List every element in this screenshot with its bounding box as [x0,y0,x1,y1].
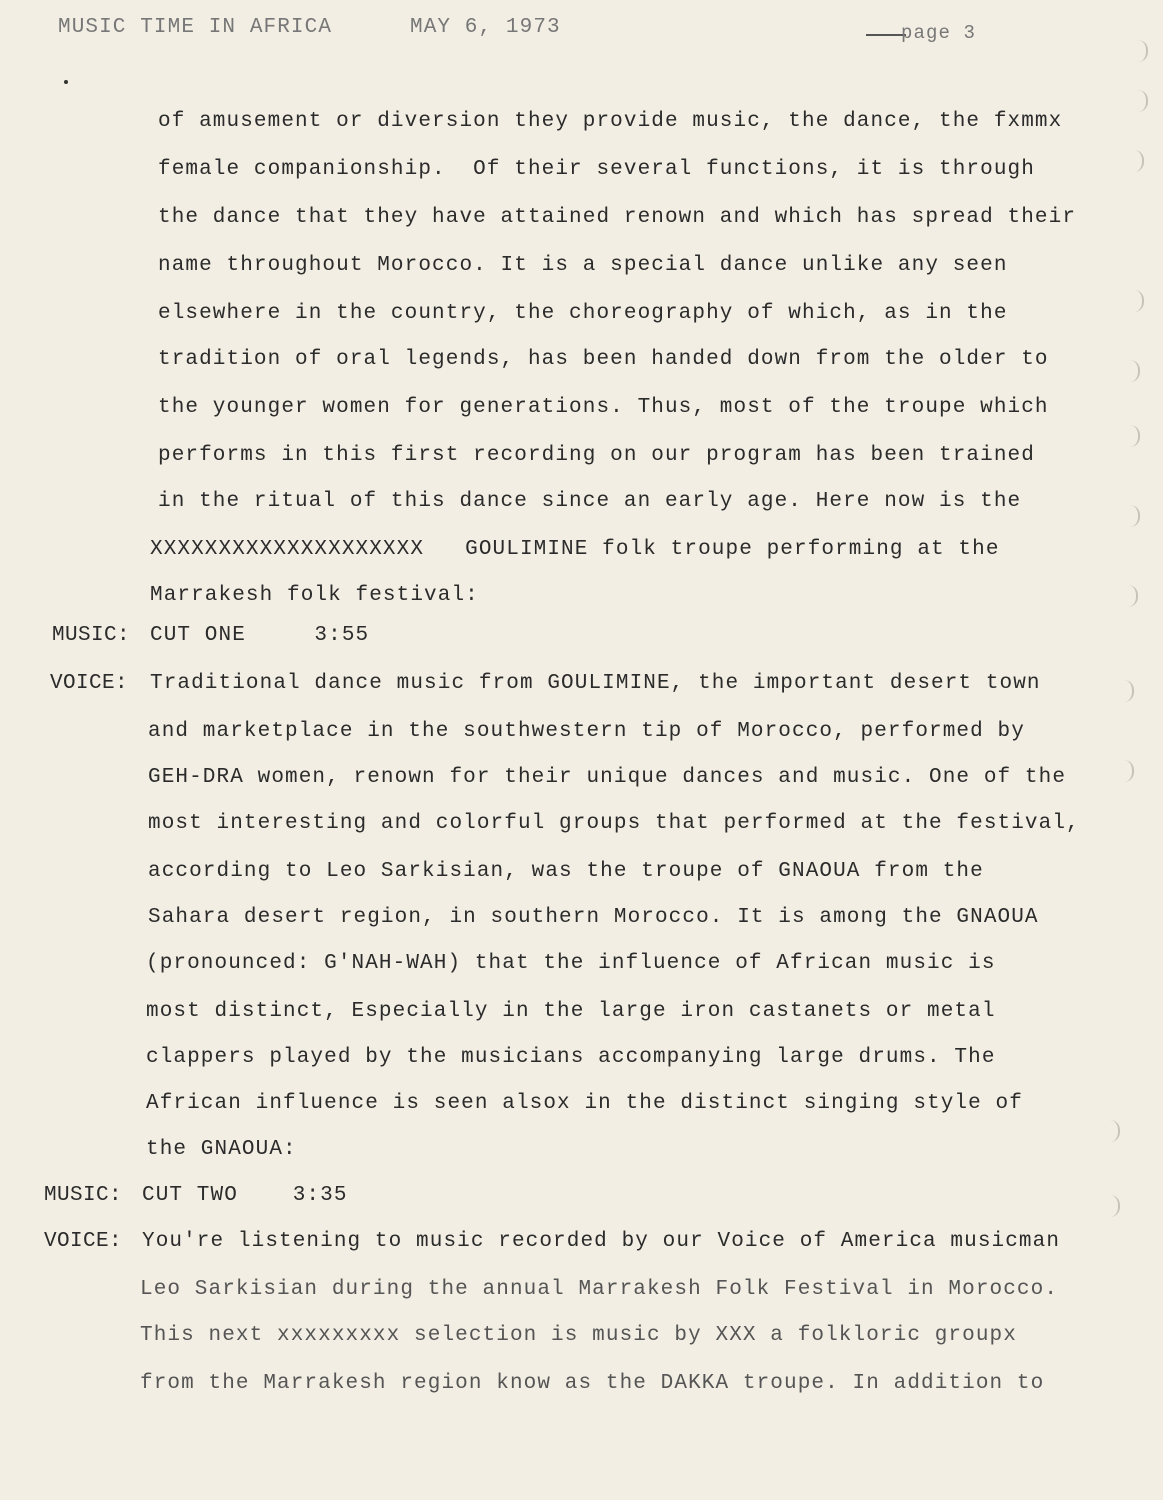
broadcast-date: MAY 6, 1973 [410,16,561,39]
punch-mark [1110,1120,1120,1142]
voice-line: the GNAOUA: [146,1138,297,1161]
punch-mark [1134,150,1144,172]
body-line: the dance that they have attained renown and which has spread their [158,206,1077,229]
body-line: female companionship. Of their several functions, it is through [158,158,1035,181]
body-line: the younger women for generations. Thus, most of the troupe which [158,396,1049,419]
body-line: performs in this first recording on our program has been trained [158,444,1035,467]
punch-mark [1110,1195,1120,1217]
punch-mark [1128,585,1138,607]
voice-line: GEH-DRA women, renown for their unique dances and music. One of the [148,766,1067,789]
voice-line: according to Leo Sarkisian, was the troupe of GNAOUA from the [148,860,984,883]
page-number: page 3 [901,22,977,44]
body-line: name throughout Morocco. It is a special dance unlike any seen [158,254,1008,277]
body-line: XXXXXXXXXXXXXXXXXXXX GOULIMINE folk troupe performing at the [150,538,1000,561]
voice-line: African influence is seen alsox in the distinct singing style of [146,1092,1023,1115]
punch-mark [1130,505,1140,527]
voice-line: This next xxxxxxxxx selection is music by XXX a folkloric groupx [140,1324,1017,1347]
body-line: Marrakesh folk festival: [150,584,479,607]
voice-line: most interesting and colorful groups that performed at the festival, [148,812,1080,835]
voice-line: You're listening to music recorded by our Voice of America musicman [142,1230,1061,1253]
voice-label: VOICE: [50,672,129,695]
voice-line: Traditional dance music from GOULIMINE, the important desert town [150,672,1041,695]
punch-mark [1138,40,1148,62]
stray-mark [64,80,68,84]
page-dash [866,34,906,36]
page-header [58,16,1118,46]
program-title: MUSIC TIME IN AFRICA [58,16,333,39]
voice-line: Sahara desert region, in southern Morocco. It is among the GNAOUA [148,906,1039,929]
voice-line: most distinct, Especially in the large iron castanets or metal [146,1000,996,1023]
music-cue-text: CUT TWO 3:35 [142,1184,348,1207]
punch-mark [1124,760,1134,782]
punch-mark [1130,360,1140,382]
body-line: in the ritual of this dance since an early age. Here now is the [158,490,1022,513]
punch-mark [1134,290,1144,312]
voice-line: (pronounced: G'NAH-WAH) that the influence of African music is [146,952,996,975]
punch-mark [1130,425,1140,447]
voice-line: clappers played by the musicians accompanying large drums. The [146,1046,996,1069]
body-line: of amusement or diversion they provide music, the dance, the fxmmx [158,110,1063,133]
voice-label: VOICE: [44,1230,123,1253]
punch-mark [1138,90,1148,112]
music-cue-label: MUSIC: [44,1184,123,1207]
punch-mark [1124,680,1134,702]
music-cue-text: CUT ONE 3:55 [150,624,370,647]
voice-line: from the Marrakesh region know as the DAKKA troupe. In addition to [140,1372,1045,1395]
voice-line: and marketplace in the southwestern tip of Morocco, performed by [148,720,1025,743]
voice-line: Leo Sarkisian during the annual Marrakesh Folk Festival in Morocco. [140,1278,1059,1301]
music-cue-label: MUSIC: [52,624,131,647]
body-line: elsewhere in the country, the choreography of which, as in the [158,302,1008,325]
body-line: tradition of oral legends, has been handed down from the older to [158,348,1049,371]
